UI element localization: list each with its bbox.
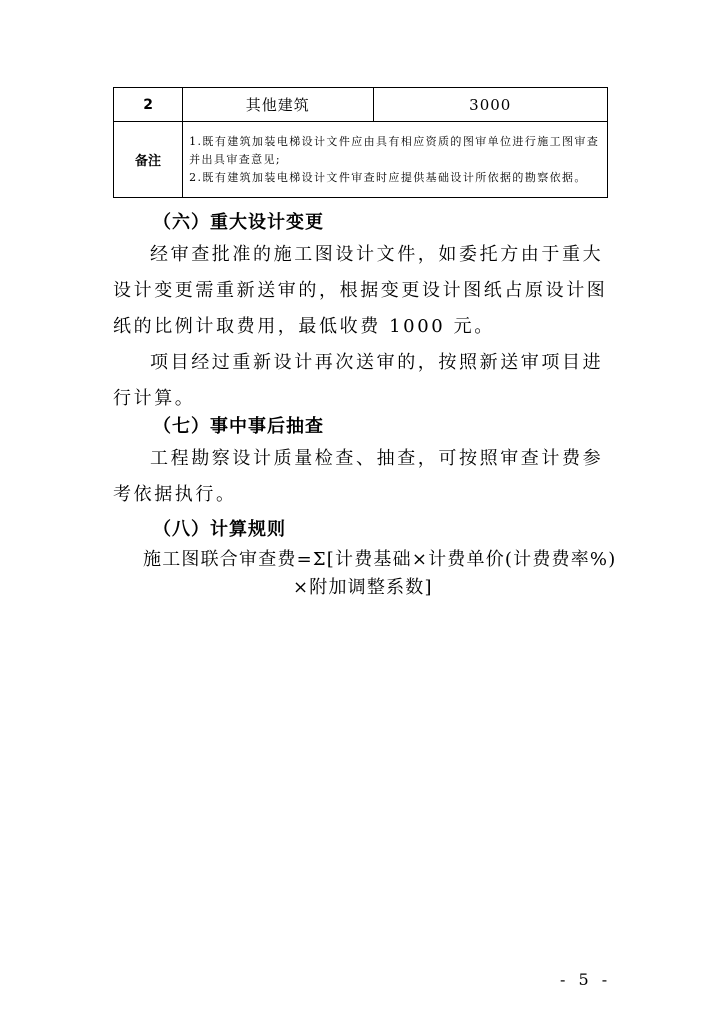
building-type: 其他建筑 [183,88,373,122]
note-line-1: 1.既有建筑加装电梯设计文件应由具有相应资质的图审单位进行施工图审查并出具审查意见; [189,134,600,166]
section-7-heading: （七）事中事后抽查 [153,416,324,437]
section-6-paragraph-2: 项目经过重新设计再次送审的，按照新送审项目进行计算。 [113,352,604,409]
page-number: - 5 - [560,970,612,989]
fee-value: 3000 [373,88,608,122]
section-6-heading: （六）重大设计变更 [153,212,324,233]
fee-table [113,87,608,198]
note-line-2: 2.既有建筑加装电梯设计文件审查时应提供基础设计所依据的勘察依据。 [189,170,587,184]
formula-line-2: ×附加调整系数] [293,577,433,598]
formula-line-1: 施工图联合审查费=Σ[计费基础×计费单价(计费费率%) [143,549,617,570]
section-8-heading: （八）计算规则 [153,519,286,540]
note-content [183,122,608,198]
row-number: 2 [114,88,183,122]
section-7-paragraph-1: 工程勘察设计质量检查、抽查，可按照审查计费参考依据执行。 [113,448,604,505]
table-row [114,88,608,122]
note-label: 备注 [114,122,183,198]
table-row-note [114,122,608,198]
section-6-paragraph-1: 经审查批准的施工图设计文件，如委托方由于重大设计变更需重新送审的，根据变更设计图纸占原设计图纸的比例计取费用，最低收费 1000 元。 [113,244,608,337]
